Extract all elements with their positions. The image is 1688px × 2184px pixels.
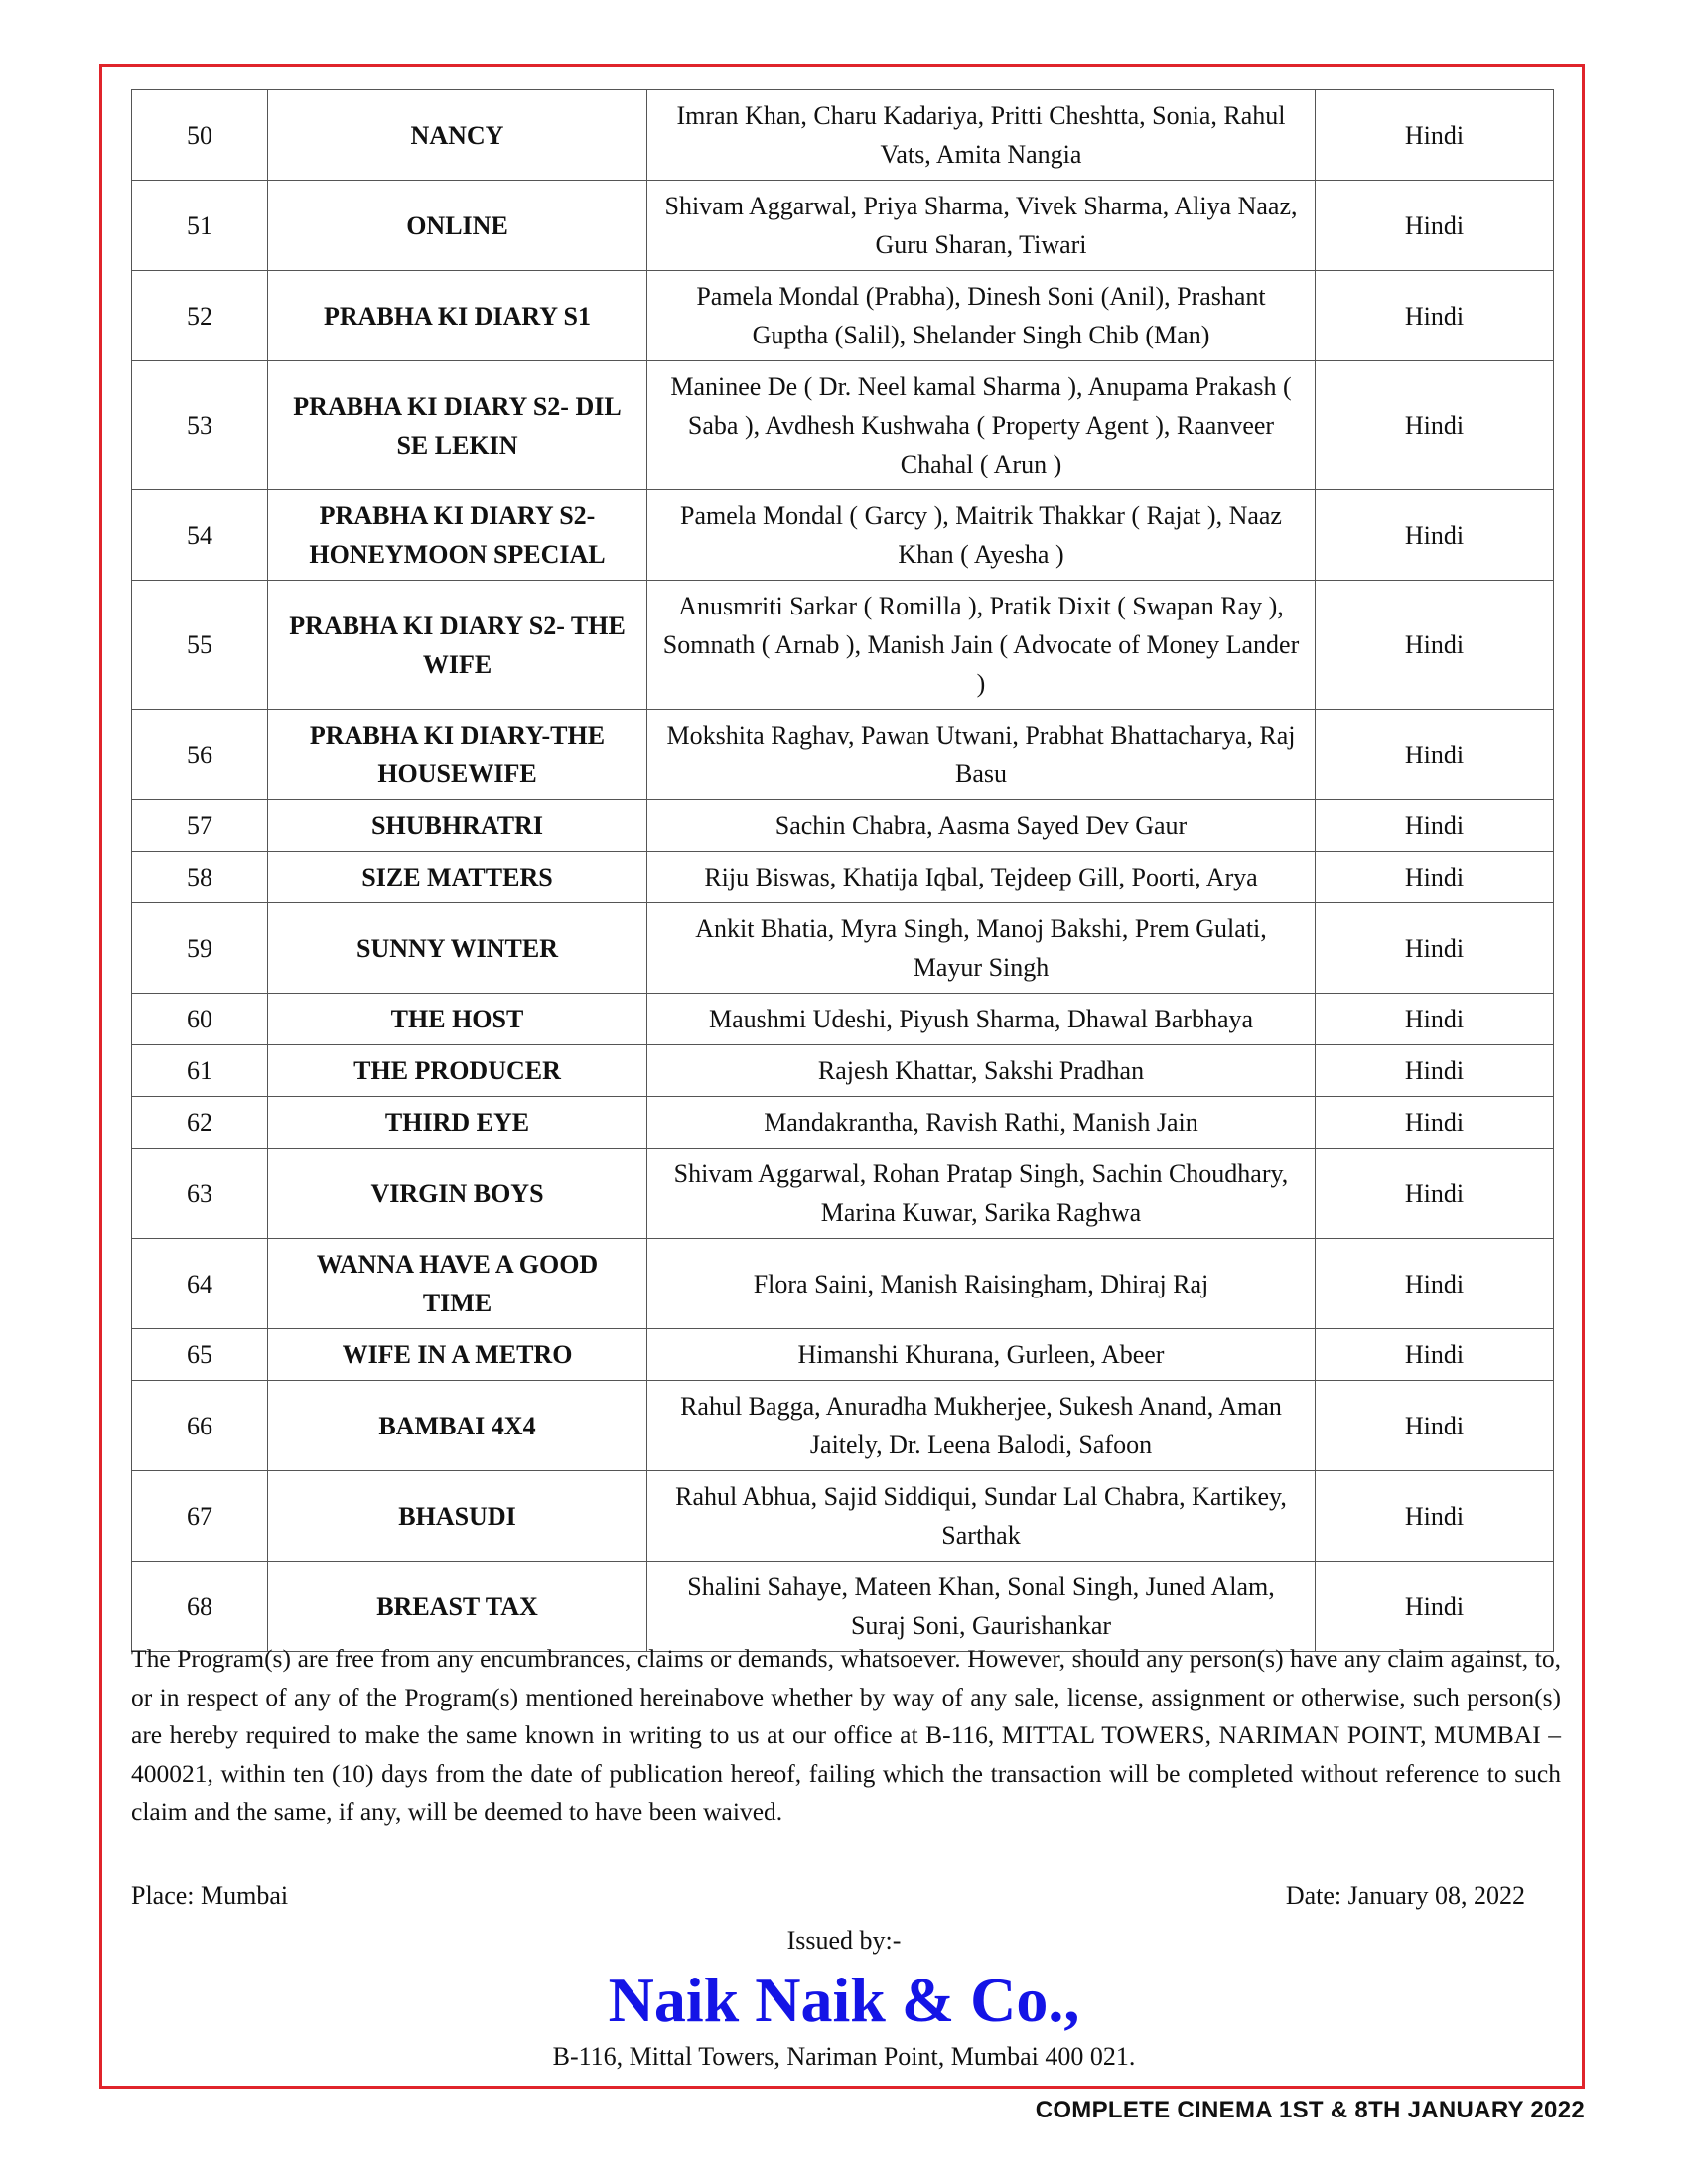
cast-cell: Riju Biswas, Khatija Iqbal, Tejdeep Gill, Poorti, Arya (647, 852, 1316, 903)
serial-number-cell: 66 (132, 1381, 268, 1471)
program-title-cell: WIFE IN A METRO (268, 1329, 647, 1381)
program-title-cell: NANCY (268, 90, 647, 181)
serial-number-cell: 61 (132, 1045, 268, 1097)
cast-cell: Shalini Sahaye, Mateen Khan, Sonal Singh, Juned Alam, Suraj Soni, Gaurishankar (647, 1562, 1316, 1652)
program-title-cell: THE PRODUCER (268, 1045, 647, 1097)
table-row (132, 1045, 1554, 1097)
serial-number-cell: 50 (132, 90, 268, 181)
language-cell: Hindi (1316, 1471, 1554, 1562)
program-title-cell: PRABHA KI DIARY S1 (268, 271, 647, 361)
cast-cell: Pamela Mondal ( Garcy ), Maitrik Thakkar ( Rajat ), Naaz Khan ( Ayesha ) (647, 490, 1316, 581)
serial-number-cell: 51 (132, 181, 268, 271)
cast-cell: Rajesh Khattar, Sakshi Pradhan (647, 1045, 1316, 1097)
language-cell: Hindi (1316, 361, 1554, 490)
language-cell: Hindi (1316, 852, 1554, 903)
public-notice-text: The Program(s) are free from any encumbrances, claims or demands, whatsoever. However, should any person(s) have any claim against, to, or in respect of any of the Program(s) mentioned hereinabove whether by way of any sale, license, assignment or otherwise, such person(s) are hereby required to make the same known in writing to us at our office at B-116, MITTAL TOWERS, NARIMAN POINT, MUMBAI – 400021, within ten (10) days from the date of publication hereof, failing which the transaction will be completed without reference to such claim and the same, if any, will be deemed to have been waived. (131, 1644, 1561, 1826)
language-cell: Hindi (1316, 581, 1554, 710)
language-cell: Hindi (1316, 1239, 1554, 1329)
program-title-cell: PRABHA KI DIARY S2- DIL SE LEKIN (268, 361, 647, 490)
program-title-cell: BREAST TAX (268, 1562, 647, 1652)
language-cell: Hindi (1316, 800, 1554, 852)
serial-number-cell: 59 (132, 903, 268, 994)
issued-by-label: Issued by:- (786, 1926, 902, 1955)
cast-cell: Ankit Bhatia, Myra Singh, Manoj Bakshi, Prem Gulati, Mayur Singh (647, 903, 1316, 994)
cast-cell: Anusmriti Sarkar ( Romilla ), Pratik Dixit ( Swapan Ray ), Somnath ( Arnab ), Manish Jain ( Advocate of Money Lander ) (647, 581, 1316, 710)
cast-cell: Flora Saini, Manish Raisingham, Dhiraj Raj (647, 1239, 1316, 1329)
table-row (132, 903, 1554, 994)
serial-number-cell: 57 (132, 800, 268, 852)
language-cell: Hindi (1316, 490, 1554, 581)
serial-number-cell: 64 (132, 1239, 268, 1329)
serial-number-cell: 58 (132, 852, 268, 903)
cast-cell: Mokshita Raghav, Pawan Utwani, Prabhat Bhattacharya, Raj Basu (647, 710, 1316, 800)
serial-number-cell: 63 (132, 1149, 268, 1239)
table-row (132, 90, 1554, 181)
table-row (132, 361, 1554, 490)
cast-cell: Rahul Bagga, Anuradha Mukherjee, Sukesh Anand, Aman Jaitely, Dr. Leena Balodi, Safoon (647, 1381, 1316, 1471)
language-cell: Hindi (1316, 1562, 1554, 1652)
serial-number-cell: 55 (132, 581, 268, 710)
serial-number-cell: 62 (132, 1097, 268, 1149)
program-title-cell: PRABHA KI DIARY S2- THE WIFE (268, 581, 647, 710)
program-title-cell: SHUBHRATRI (268, 800, 647, 852)
table-row (132, 490, 1554, 581)
language-cell: Hindi (1316, 1149, 1554, 1239)
table-row (132, 1149, 1554, 1239)
table-row (132, 271, 1554, 361)
language-cell: Hindi (1316, 710, 1554, 800)
serial-number-cell: 52 (132, 271, 268, 361)
program-title-cell: PRABHA KI DIARY-THE HOUSEWIFE (268, 710, 647, 800)
language-cell: Hindi (1316, 181, 1554, 271)
table-row (132, 1471, 1554, 1562)
table-row (132, 1562, 1554, 1652)
programs-table (131, 89, 1554, 1652)
cast-cell: Pamela Mondal (Prabha), Dinesh Soni (Anil), Prashant Guptha (Salil), Shelander Singh Chib (Man) (647, 271, 1316, 361)
cast-cell: Shivam Aggarwal, Rohan Pratap Singh, Sachin Choudhary, Marina Kuwar, Sarika Raghwa (647, 1149, 1316, 1239)
table-row (132, 800, 1554, 852)
program-title-cell: BAMBAI 4X4 (268, 1381, 647, 1471)
table-row (132, 710, 1554, 800)
cast-cell: Rahul Abhua, Sajid Siddiqui, Sundar Lal Chabra, Kartikey, Sarthak (647, 1471, 1316, 1562)
table-row (132, 181, 1554, 271)
program-title-cell: PRABHA KI DIARY S2- HONEYMOON SPECIAL (268, 490, 647, 581)
program-title-cell: VIRGIN BOYS (268, 1149, 647, 1239)
language-cell: Hindi (1316, 994, 1554, 1045)
language-cell: Hindi (1316, 90, 1554, 181)
program-title-cell: SIZE MATTERS (268, 852, 647, 903)
table-row (132, 581, 1554, 710)
serial-number-cell: 54 (132, 490, 268, 581)
table-row (132, 994, 1554, 1045)
firm-name: Naik Naik & Co., (608, 1965, 1080, 2035)
cast-cell: Maninee De ( Dr. Neel kamal Sharma ), Anupama Prakash ( Saba ), Avdhesh Kushwaha ( Property Agent ), Raanveer Chahal ( Arun ) (647, 361, 1316, 490)
program-title-cell: THE HOST (268, 994, 647, 1045)
cast-cell: Sachin Chabra, Aasma Sayed Dev Gaur (647, 800, 1316, 852)
program-title-cell: WANNA HAVE A GOOD TIME (268, 1239, 647, 1329)
language-cell: Hindi (1316, 1329, 1554, 1381)
serial-number-cell: 65 (132, 1329, 268, 1381)
language-cell: Hindi (1316, 1045, 1554, 1097)
cast-cell: Maushmi Udeshi, Piyush Sharma, Dhawal Barbhaya (647, 994, 1316, 1045)
program-title-cell: SUNNY WINTER (268, 903, 647, 994)
table-row (132, 1381, 1554, 1471)
table-row (132, 1239, 1554, 1329)
serial-number-cell: 53 (132, 361, 268, 490)
serial-number-cell: 56 (132, 710, 268, 800)
language-cell: Hindi (1316, 1097, 1554, 1149)
cast-cell: Mandakrantha, Ravish Rathi, Manish Jain (647, 1097, 1316, 1149)
serial-number-cell: 60 (132, 994, 268, 1045)
language-cell: Hindi (1316, 271, 1554, 361)
place-label: Place: Mumbai (131, 1881, 289, 1910)
table-row (132, 1329, 1554, 1381)
language-cell: Hindi (1316, 903, 1554, 994)
table-row (132, 852, 1554, 903)
serial-number-cell: 68 (132, 1562, 268, 1652)
date-label: Date: January 08, 2022 (1285, 1881, 1525, 1910)
serial-number-cell: 67 (132, 1471, 268, 1562)
cast-cell: Himanshi Khurana, Gurleen, Abeer (647, 1329, 1316, 1381)
publication-footer: COMPLETE CINEMA 1ST & 8TH JANUARY 2022 (1035, 2097, 1585, 2123)
firm-address: B-116, Mittal Towers, Nariman Point, Mumbai 400 021. (552, 2042, 1136, 2071)
language-cell: Hindi (1316, 1381, 1554, 1471)
program-title-cell: ONLINE (268, 181, 647, 271)
cast-cell: Shivam Aggarwal, Priya Sharma, Vivek Sharma, Aliya Naaz, Guru Sharan, Tiwari (647, 181, 1316, 271)
cast-cell: Imran Khan, Charu Kadariya, Pritti Cheshtta, Sonia, Rahul Vats, Amita Nangia (647, 90, 1316, 181)
table-row (132, 1097, 1554, 1149)
program-title-cell: THIRD EYE (268, 1097, 647, 1149)
program-title-cell: BHASUDI (268, 1471, 647, 1562)
